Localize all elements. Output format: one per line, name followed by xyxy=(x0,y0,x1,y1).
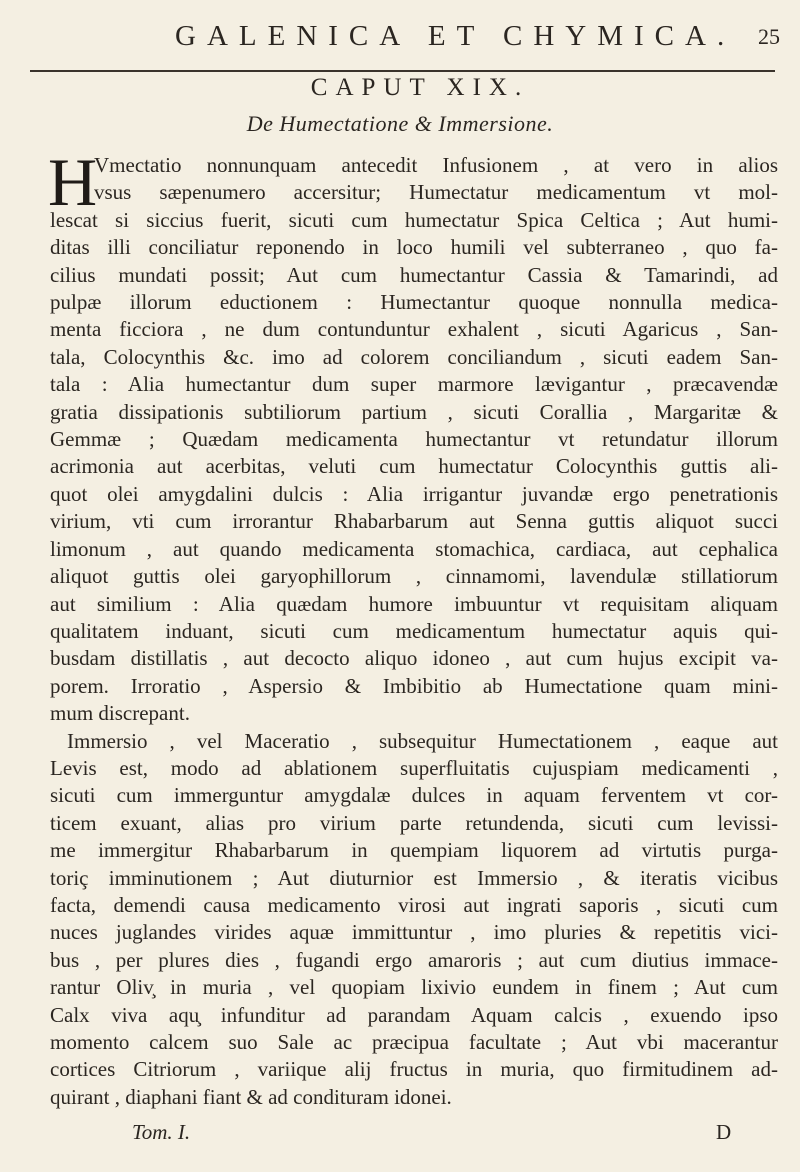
text-line: Gemmæ ; Quædam medicamenta humectantur vt retundatur illorum xyxy=(50,427,778,452)
text-line: bus , per plures dies , fugandi ergo amaroris ; aut cum diutius immace- xyxy=(50,947,778,972)
text-line: momento calcem suo Sale ac præcipua facultate ; Aut vbi macerantur xyxy=(50,1030,778,1054)
text-line: facta, demendi causa medicamento virosi aut ingrati saporis , sicuti cum xyxy=(50,892,778,917)
text-line: qualitatem induant, sicuti cum medicamentum humectatur aquis qui- xyxy=(50,618,778,643)
text-line: tala, Colocynthis &c. imo ad colorem conciliandum , sicuti eadem San- xyxy=(50,344,778,369)
chapter-heading: CAPUT XIX. xyxy=(310,74,530,101)
page-footer xyxy=(50,1120,778,1150)
text-line: gratia dissipationis subtiliorum partium , sicuti Corallia , Margaritæ & xyxy=(50,399,778,424)
text-line: cilius mundati possit; Aut cum humectantur Cassia & Tamarindi, ad xyxy=(50,262,778,287)
text-line: ditas illi conciliatur reponendo in loco humili vel subterraneo , quo fa- xyxy=(50,235,778,260)
text-line: busdam distillatis , aut decocto aliquo idoneo , aut cum hujus excipit va- xyxy=(50,646,778,671)
text-line: pulpæ illorum eductionem : Humectantur quoque nonnulla medica- xyxy=(50,290,778,315)
text-line: lescat si siccius fuerit, sicuti cum humectatur Spica Celtica ; Aut humi- xyxy=(50,207,778,232)
text-line: quirant , diaphani fiant & ad condituram idonei. xyxy=(50,1084,452,1109)
text-line: acrimonia aut acerbitas, veluti cum humectatur Colocynthis guttis ali- xyxy=(50,454,778,479)
text-line: virium, vti cum irrorantur Rhabarbarum aut Senna guttis aliquot succi xyxy=(50,509,778,534)
signature-mark: D xyxy=(716,1120,732,1144)
text-line: Levis est, modo ad ablationem superfluitatis cujuspiam medicamenti , xyxy=(50,755,778,780)
text-line: vsus sæpenumero accersitur; Humectatur medicamentum vt mol- xyxy=(94,180,778,205)
text-line: quot olei amygdalini dulcis : Alia irrigantur juvandæ ergo penetrationis xyxy=(50,481,778,506)
text-line: ticem exuant, alias pro virium parte retundenda, sicuti cum levissi- xyxy=(50,810,778,835)
body-text xyxy=(48,144,778,1111)
text-line: Immersio , vel Maceratio , subsequitur Humectationem , eaque aut xyxy=(67,728,778,753)
text-line: limonum , aut quando medicamenta stomachica, cardiaca, aut cephalica xyxy=(50,536,778,561)
volume-mark: Tom. I. xyxy=(132,1120,191,1144)
text-line: cortices Citriorum , variique alij fructus in muria, quo firmitudinem ad- xyxy=(50,1057,778,1082)
text-line: porem. Irroratio , Aspersio & Imbibitio ab Humectatione quam mini- xyxy=(50,673,778,698)
text-line: sicuti cum immerguntur amygdalæ dulces in aquam ferventem vt cor- xyxy=(50,783,778,808)
text-line: Calx viva aqu̧ infunditur ad parandam Aquam calcis , exuendo ipso xyxy=(50,1002,778,1027)
text-line: menta ficciora , ne dum contunduntur exhalent , sicuti Agaricus , San- xyxy=(50,317,778,342)
drop-cap: H xyxy=(48,144,98,220)
text-line: nuces juglandes virides aquæ immittuntur , imo pluries & repetitis vici- xyxy=(50,920,778,945)
header-rule xyxy=(30,70,775,72)
running-title: GALENICA ET CHYMICA. xyxy=(175,20,736,52)
text-line: me immergitur Rhabarbarum in quempiam liquorem ad virtutis purga- xyxy=(50,838,778,863)
text-line: mum discrepant. xyxy=(50,701,190,726)
page-number: 25 xyxy=(758,24,780,49)
text-line: aut similium : Alia quædam humore imbuuntur vt requisitam aliquam xyxy=(50,591,778,616)
text-line: rantur Oliv̧ in muria , vel quopiam lixivio eundem in finem ; Aut cum xyxy=(50,975,778,1000)
text-line: tala : Alia humectantur dum super marmore lævigantur , præcavendæ xyxy=(50,372,778,397)
text-line: Vmectatio nonnunquam antecedit Infusionem , at vero in alios xyxy=(94,153,778,177)
chapter-subtitle: De Humectatione & Immersione. xyxy=(246,111,554,136)
text-line: toriç imminutionem ; Aut diuturnior est Immersio , & iteratis vicibus xyxy=(50,865,778,890)
text-line: aliquot guttis olei garyophillorum , cinnamomi, lavendulæ stillatiorum xyxy=(50,564,778,589)
